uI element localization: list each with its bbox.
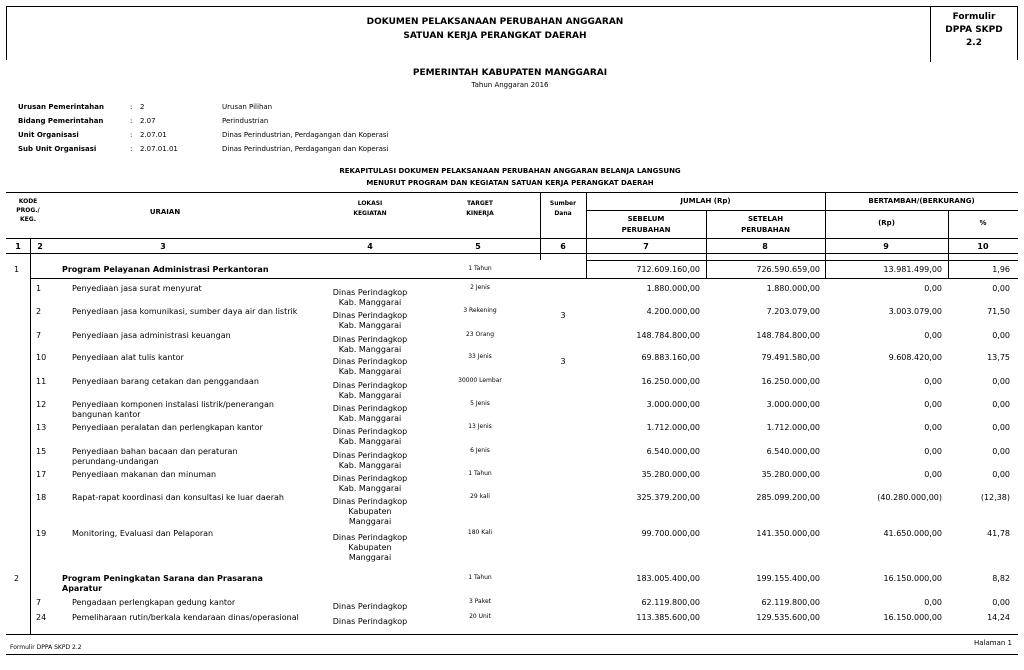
lokasi: Dinas Perindagkop <box>332 404 408 413</box>
uraian: Penyediaan bahan bacaan dan peraturan <box>72 447 238 456</box>
info-label: Sub Unit Organisasi <box>18 145 97 153</box>
doc-title-1: DOKUMEN PELAKSANAAN PERUBAHAN ANGGARAN <box>366 17 624 27</box>
jumlah-sebelum: 1.880.000,00 <box>646 284 700 293</box>
lokasi: Dinas Perindagkop <box>332 357 408 366</box>
table-rule <box>825 260 826 278</box>
footer-page: Halaman 1 <box>973 639 1012 647</box>
lokasi: Kab. Manggarai <box>338 321 402 330</box>
head-jumlah: JUMLAH (Rp) <box>680 197 731 205</box>
info-label: Bidang Pemerintahan <box>18 117 104 125</box>
kode-kegiatan: 17 <box>36 470 47 479</box>
uraian: Penyediaan jasa administrasi keuangan <box>72 331 231 340</box>
lokasi: Dinas Perindagkop <box>332 288 408 297</box>
target-kinerja: 1 Tahun <box>468 574 492 581</box>
lokasi: Manggarai <box>348 517 392 526</box>
column-number: 5 <box>475 242 481 251</box>
head-bertambah: BERTAMBAH/(BERKURANG) <box>868 197 975 205</box>
uraian: Pengadaan perlengkapan gedung kantor <box>72 598 236 607</box>
info-colon: : <box>130 131 133 139</box>
selisih-pct: 0,00 <box>992 400 1010 409</box>
formulir-code: DPPA SKPD <box>945 25 1003 35</box>
selisih-rp: 3.003.079,00 <box>888 307 942 316</box>
info-name: Urusan Pilihan <box>222 103 273 111</box>
lokasi: Kab. Manggarai <box>338 414 402 423</box>
lokasi: Dinas Perindagkop <box>332 335 408 344</box>
kode-kegiatan: 15 <box>36 447 47 456</box>
table-rule <box>825 253 826 260</box>
target-kinerja: 23 Orang <box>465 331 495 338</box>
lokasi: Kab. Manggarai <box>338 484 402 493</box>
lokasi: Dinas Perindagkop <box>332 311 408 320</box>
lokasi: Kab. Manggarai <box>338 345 402 354</box>
selisih-rp: 0,00 <box>924 400 942 409</box>
jumlah-sebelum: 6.540.000,00 <box>646 447 700 456</box>
selisih-rp: 0,00 <box>924 423 942 432</box>
rekap-title-1: REKAPITULASI DOKUMEN PELAKSANAAN PERUBAHAN ANGGARAN BELANJA LANGSUNG <box>339 167 681 175</box>
kode-kegiatan: 11 <box>36 377 47 386</box>
target-kinerja: 3 Rekening <box>463 307 497 314</box>
selisih-pct: 0,00 <box>992 377 1010 386</box>
target-kinerja: 6 Jenis <box>470 447 490 454</box>
government-name: PEMERINTAH KABUPATEN MANGGARAI <box>412 68 608 78</box>
jumlah-setelah: 148.784.800,00 <box>756 331 820 340</box>
lokasi: Kab. Manggarai <box>338 437 402 446</box>
table-rule <box>706 253 707 260</box>
lokasi: Manggarai <box>348 553 392 562</box>
target-kinerja: 5 Jenis <box>470 400 490 407</box>
lokasi: Dinas Perindagkop <box>332 497 408 506</box>
kode-kegiatan: 7 <box>36 331 42 340</box>
column-number: 7 <box>643 242 649 251</box>
info-name: Dinas Perindustrian, Perdagangan dan Koperasi <box>222 131 389 139</box>
uraian: Penyediaan komponen instalasi listrik/penerangan <box>72 400 274 409</box>
head-pct: % <box>979 219 987 227</box>
uraian: Program Pelayanan Administrasi Perkantoran <box>62 265 269 274</box>
target-kinerja: 13 Jenis <box>468 423 492 430</box>
selisih-rp: 0,00 <box>924 284 942 293</box>
uraian: Monitoring, Evaluasi dan Pelaporan <box>72 529 214 538</box>
doc-title-2: SATUAN KERJA PERANGKAT DAERAH <box>403 31 587 41</box>
target-kinerja: 3 Paket <box>468 598 492 605</box>
footer-formulir: Formulir DPPA SKPD 2.2 <box>10 644 82 651</box>
sumber-dana: 3 <box>560 311 566 320</box>
selisih-rp: 0,00 <box>924 470 942 479</box>
info-colon: : <box>130 117 133 125</box>
kode-kegiatan: 2 <box>36 307 42 316</box>
uraian: Penyediaan jasa surat menyurat <box>72 284 202 293</box>
jumlah-sebelum: 325.379.200,00 <box>636 493 700 502</box>
info-name: Dinas Perindustrian, Perdagangan dan Koperasi <box>222 145 389 153</box>
kode-kegiatan: 12 <box>36 400 47 409</box>
column-number: 1 <box>15 242 21 251</box>
jumlah-sebelum: 1.712.000,00 <box>646 423 700 432</box>
kode-kegiatan: 7 <box>36 598 42 607</box>
selisih-pct: 0,00 <box>992 284 1010 293</box>
lokasi: Kabupaten <box>348 507 392 516</box>
uraian: Penyediaan jasa komunikasi, sumber daya air dan listrik <box>72 307 298 316</box>
jumlah-sebelum: 62.119.800,00 <box>641 598 700 607</box>
kode-kegiatan: 18 <box>36 493 47 502</box>
jumlah-setelah: 7.203.079,00 <box>766 307 820 316</box>
table-rule <box>30 253 31 634</box>
jumlah-sebelum: 35.280.000,00 <box>641 470 700 479</box>
jumlah-setelah: 141.350.000,00 <box>756 529 820 538</box>
uraian: Penyediaan makanan dan minuman <box>72 470 217 479</box>
info-label: Urusan Pemerintahan <box>18 103 104 111</box>
info-colon: : <box>130 103 133 111</box>
rekap-title-2: MENURUT PROGRAM DAN KEGIATAN SATUAN KERJA PERANGKAT DAERAH <box>366 179 654 187</box>
jumlah-sebelum: 148.784.800,00 <box>636 331 700 340</box>
lokasi: Dinas Perindagkop <box>332 602 408 611</box>
selisih-pct: 0,00 <box>992 598 1010 607</box>
jumlah-sebelum: 712.609.160,00 <box>636 265 700 274</box>
jumlah-setelah: 79.491.580,00 <box>761 353 820 362</box>
formulir-label: Formulir <box>952 12 996 22</box>
target-kinerja: 2 Jenis <box>470 284 490 291</box>
jumlah-sebelum: 69.883.160,00 <box>641 353 700 362</box>
lokasi: Dinas Perindagkop <box>332 381 408 390</box>
jumlah-setelah: 1.880.000,00 <box>766 284 820 293</box>
target-kinerja: 1 Tahun <box>468 470 492 477</box>
target-kinerja: 20 Unit <box>469 613 491 620</box>
jumlah-setelah: 35.280.000,00 <box>761 470 820 479</box>
jumlah-sebelum: 99.700.000,00 <box>641 529 700 538</box>
selisih-pct: (12,38) <box>980 493 1010 502</box>
uraian: Penyediaan peralatan dan perlengkapan kantor <box>72 423 263 432</box>
table-rule <box>586 260 587 278</box>
head-lokasi-2: KEGIATAN <box>353 210 387 217</box>
selisih-rp: 13.981.499,00 <box>883 265 942 274</box>
head-target-2: KINERJA <box>466 210 494 217</box>
jumlah-sebelum: 16.250.000,00 <box>641 377 700 386</box>
selisih-rp: 16.150.000,00 <box>883 613 942 622</box>
info-name: Perindustrian <box>222 117 269 125</box>
column-number: 9 <box>883 242 889 251</box>
table-rule <box>586 260 1018 261</box>
column-number: 8 <box>762 242 768 251</box>
head-sumber-2: Dana <box>554 210 572 217</box>
head-sumber-1: Sumber <box>549 200 577 207</box>
head-uraian: URAIAN <box>149 208 181 216</box>
table-rule <box>540 253 541 260</box>
target-kinerja: 180 Kali <box>467 529 493 536</box>
jumlah-setelah: 129.535.600,00 <box>756 613 820 622</box>
target-kinerja: 33 Jenis <box>468 353 492 360</box>
jumlah-setelah: 1.712.000,00 <box>766 423 820 432</box>
jumlah-sebelum: 113.385.600,00 <box>636 613 700 622</box>
head-kode-3: KEG. <box>20 216 36 223</box>
jumlah-setelah: 6.540.000,00 <box>766 447 820 456</box>
lokasi: Dinas Perindagkop <box>332 533 408 542</box>
jumlah-setelah: 726.590.659,00 <box>756 265 820 274</box>
column-number: 2 <box>37 242 43 251</box>
info-code: 2.07 <box>140 117 156 125</box>
selisih-pct: 1,96 <box>992 265 1010 274</box>
uraian: Penyediaan alat tulis kantor <box>72 353 184 362</box>
info-code: 2.07.01 <box>140 131 167 139</box>
uraian: Rapat-rapat koordinasi dan konsultasi ke luar daerah <box>72 493 284 502</box>
head-sebelum-1: SEBELUM <box>627 215 665 223</box>
info-code: 2 <box>140 103 145 111</box>
table-rule <box>586 253 587 260</box>
lokasi: Kab. Manggarai <box>338 367 402 376</box>
kode-kegiatan: 24 <box>36 613 47 622</box>
selisih-rp: 0,00 <box>924 598 942 607</box>
lokasi: Kabupaten <box>348 543 392 552</box>
column-number: 10 <box>977 242 989 251</box>
jumlah-sebelum: 4.200.000,00 <box>646 307 700 316</box>
head-lokasi-1: LOKASI <box>357 200 383 207</box>
kode-kegiatan: 13 <box>36 423 47 432</box>
selisih-pct: 14,24 <box>987 613 1010 622</box>
selisih-pct: 0,00 <box>992 470 1010 479</box>
selisih-rp: (40.280.000,00) <box>877 493 942 502</box>
kode-kegiatan: 19 <box>36 529 47 538</box>
sumber-dana: 3 <box>560 357 566 366</box>
info-code: 2.07.01.01 <box>140 145 178 153</box>
lokasi: Kab. Manggarai <box>338 391 402 400</box>
info-colon: : <box>130 145 133 153</box>
table-rule <box>706 260 707 278</box>
lokasi: Dinas Perindagkop <box>332 474 408 483</box>
kode-kegiatan: 10 <box>36 353 47 362</box>
jumlah-setelah: 3.000.000,00 <box>766 400 820 409</box>
selisih-pct: 41,78 <box>987 529 1010 538</box>
column-number: 6 <box>560 242 566 251</box>
table-rule <box>948 253 949 260</box>
table-rule <box>30 278 1018 279</box>
info-label: Unit Organisasi <box>18 131 79 139</box>
head-setelah-2: PERUBAHAN <box>741 226 790 234</box>
uraian-cont: perundang-undangan <box>72 457 159 466</box>
selisih-pct: 0,00 <box>992 447 1010 456</box>
selisih-pct: 0,00 <box>992 331 1010 340</box>
target-kinerja: 30000 Lembar <box>458 377 502 384</box>
selisih-rp: 9.608.420,00 <box>888 353 942 362</box>
selisih-pct: 0,00 <box>992 423 1010 432</box>
lokasi: Dinas Perindagkop <box>332 451 408 460</box>
column-number: 4 <box>367 242 373 251</box>
uraian: Penyediaan barang cetakan dan penggandaan <box>72 377 259 386</box>
head-target-1: TARGET <box>466 200 493 207</box>
lokasi: Dinas Perindagkop <box>332 617 408 626</box>
target-kinerja: 29 kali <box>470 493 490 500</box>
kode-program: 2 <box>14 574 20 583</box>
head-kode-2: PROG./ <box>16 207 40 214</box>
target-kinerja: 1 Tahun <box>468 265 492 272</box>
selisih-rp: 0,00 <box>924 377 942 386</box>
selisih-rp: 0,00 <box>924 447 942 456</box>
selisih-pct: 71,50 <box>987 307 1010 316</box>
fiscal-year: Tahun Anggaran 2016 <box>471 81 549 89</box>
selisih-rp: 41.650.000,00 <box>883 529 942 538</box>
table-rule <box>948 260 949 278</box>
head-sebelum-2: PERUBAHAN <box>621 226 671 234</box>
uraian-cont: Aparatur <box>62 584 103 593</box>
formulir-number: 2.2 <box>966 38 982 48</box>
jumlah-sebelum: 183.005.400,00 <box>636 574 700 583</box>
jumlah-setelah: 62.119.800,00 <box>761 598 820 607</box>
kode-program: 1 <box>14 265 20 274</box>
uraian: Program Peningkatan Sarana dan Prasarana <box>62 574 263 583</box>
selisih-rp: 16.150.000,00 <box>883 574 942 583</box>
selisih-pct: 8,82 <box>992 574 1010 583</box>
selisih-pct: 13,75 <box>987 353 1010 362</box>
head-setelah-1: SETELAH <box>747 215 784 223</box>
selisih-rp: 0,00 <box>924 331 942 340</box>
jumlah-sebelum: 3.000.000,00 <box>646 400 700 409</box>
lokasi: Kab. Manggarai <box>338 461 402 470</box>
jumlah-setelah: 16.250.000,00 <box>761 377 820 386</box>
uraian-cont: bangunan kantor <box>72 410 141 419</box>
head-rp: (Rp) <box>878 219 895 227</box>
lokasi: Dinas Perindagkop <box>332 427 408 436</box>
uraian: Pemeliharaan rutin/berkala kendaraan dinas/operasional <box>72 613 299 622</box>
kode-kegiatan: 1 <box>36 284 42 293</box>
column-number: 3 <box>160 242 166 251</box>
jumlah-setelah: 285.099.200,00 <box>756 493 820 502</box>
head-kode-1: KODE <box>18 198 38 205</box>
jumlah-setelah: 199.155.400,00 <box>756 574 820 583</box>
lokasi: Kab. Manggarai <box>338 298 402 307</box>
